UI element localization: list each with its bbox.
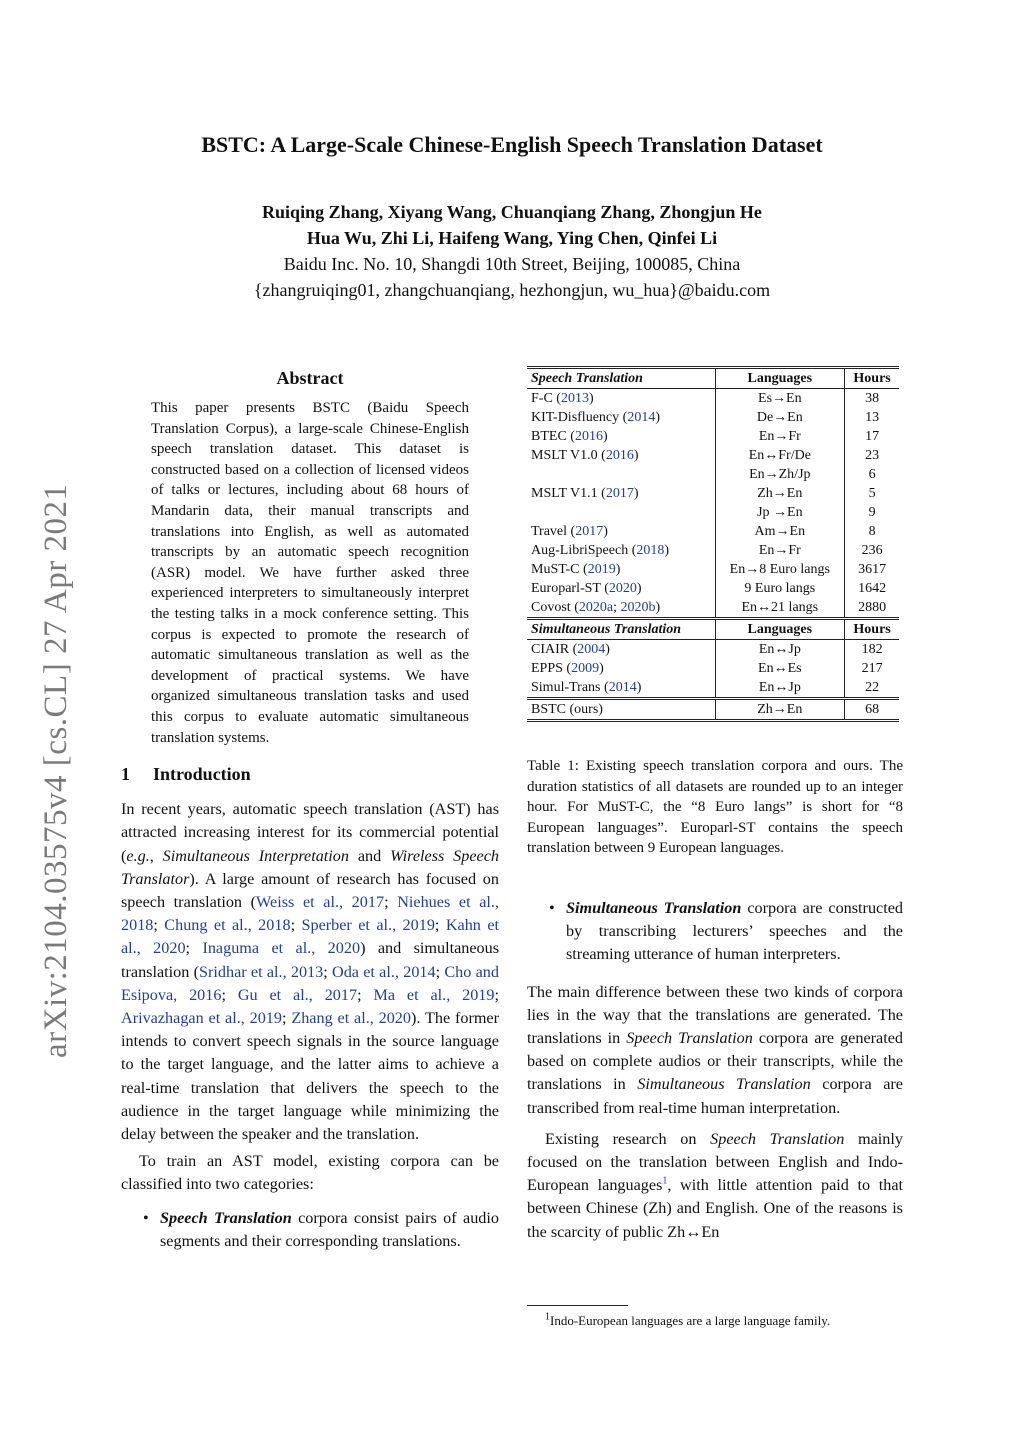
citation-link[interactable]: Oda et al., 2014 [332, 962, 436, 981]
body-text: The main difference between these two kinds of corpora lies in the way that the translations are generated. The translations in [527, 982, 903, 1047]
abstract-text: This paper presents BSTC (Baidu Speech Translation Corpus), a large-scale Chinese-English speech translation dataset. This dataset is constructed based on a collection of licensed videos of talks or lectures, including about 68 hours of Mandarin data, their manual transcripts and translations into English, as well as automated transcripts by an automatic speech recognition (ASR) model. We have further asked three experienced interpreters to simultaneously interpret the testing talks in a mock conference setting. This corpus is expected to promote the research of automatic simultaneous translation as well as the development of practical systems. We have organized simultaneous translation tasks and used this corpus to evaluate automatic simultaneous translation systems. [151, 400, 469, 746]
corpus-name-cell: MuST-C (2019) [531, 562, 621, 577]
intro-text-italic: e.g. [126, 846, 150, 865]
hours-cell: 22 [845, 678, 899, 699]
languages-cell: Zh→En [715, 484, 845, 503]
arxiv-identifier: arXiv:2104.03575v4 [cs.CL] 27 Apr 2021 [38, 483, 74, 1058]
corpus-name: Covost [531, 600, 571, 615]
body-text-italic: Simultaneous Translation [637, 1075, 811, 1094]
hours-cell: 217 [845, 659, 899, 678]
languages-cell: En→Fr [715, 427, 845, 446]
corpora-table [527, 366, 899, 722]
citation-separator: ; [357, 985, 374, 1004]
body-text-italic: Speech Translation [710, 1129, 845, 1148]
citation-link[interactable]: Cho and Esipova, 2016 [121, 962, 499, 1004]
citation-separator: ; [185, 939, 203, 958]
body-text: corpora are transcribed from real-time human interpretation. [527, 1075, 903, 1117]
citation-link[interactable]: Chung et al., 2018 [164, 916, 291, 935]
bullet-icon: • [549, 898, 555, 917]
table-row [527, 659, 899, 678]
hours-cell: 9 [845, 503, 899, 522]
citation-link[interactable]: 2020a [578, 600, 614, 615]
bullet-speech-translation [121, 1207, 499, 1253]
languages-cell: Zh→En [715, 699, 845, 721]
languages-cell: En↔21 langs [715, 598, 845, 619]
citation-link[interactable]: Niehues et al., 2018 [121, 892, 499, 935]
bullet-text: corpora are constructed by transcribing lecturers’ speeches and the streaming utterance of human interpreters. [566, 898, 903, 964]
corpus-name: EPPS [531, 661, 563, 676]
footnote-divider [527, 1305, 628, 1306]
body-text: mainly focused on the translation between English and Indo-European languages [527, 1129, 903, 1195]
author-line-2: Hua Wu, Zhi Li, Haifeng Wang, Ying Chen, Qinfei Li [306, 228, 718, 248]
table-row [527, 541, 899, 560]
footnote-text: Indo-European languages are a large language family. [550, 1313, 831, 1328]
section-title: Introduction [153, 764, 251, 785]
intro-paragraph-1 [121, 798, 499, 1146]
table-row [527, 389, 899, 409]
paragraph-existing-research [527, 1128, 903, 1244]
table-row [527, 579, 899, 598]
citation-separator: ; [384, 892, 398, 911]
citation-link[interactable]: 2014 [627, 410, 656, 425]
hours-cell: 236 [845, 541, 899, 560]
corpus-name: BTEC [531, 429, 567, 444]
citation-link[interactable]: 2009 [571, 661, 600, 676]
intro-text-italic: Simultaneous Interpretation [162, 846, 349, 865]
bullet-simultaneous-translation [527, 897, 903, 967]
languages-cell: 9 Euro langs [715, 579, 845, 598]
citation-separator: ; [323, 962, 333, 981]
intro-text: and [348, 846, 391, 865]
citation-separator: ; [153, 916, 165, 935]
citation-link[interactable]: Ma et al., 2019 [373, 985, 495, 1004]
corpus-name: Europarl-ST [531, 581, 601, 596]
hours-cell: 38 [845, 389, 899, 409]
column-header-corpus: Simultaneous Translation [527, 619, 715, 640]
table-row [527, 678, 899, 699]
corpus-name: F-C [531, 391, 553, 406]
corpus-name: CIAIR [531, 642, 570, 657]
citation-link[interactable]: Weiss et al., 2017 [256, 892, 385, 911]
footnote-number: 1 [545, 1311, 550, 1323]
hours-cell: 1642 [845, 579, 899, 598]
table-row [527, 640, 899, 660]
introduction-heading [121, 762, 499, 786]
corpus-name: Travel [531, 524, 568, 539]
corpus-name: MSLT V1.0 [531, 448, 598, 463]
languages-cell: Am→En [715, 522, 845, 541]
corpus-name-cell: MSLT V1.1 (2017) [531, 486, 639, 501]
citation-separator: ; [221, 985, 238, 1004]
body-text: corpora are generated based on complete audios or their transcripts, while the translations in [527, 1028, 903, 1094]
corpus-name-cell: Covost (2020a; 2020b) [531, 600, 661, 615]
intro-text: In recent years, automatic speech translation (AST) has attracted increasing interest for its commercial potential ( [121, 800, 499, 865]
citation-link[interactable]: 2016 [574, 429, 603, 444]
languages-cell: En→8 Euro langs [715, 560, 845, 579]
hours-cell: 2880 [845, 598, 899, 619]
citation-separator: ; [282, 1008, 292, 1027]
bullet-text: corpora consist pairs of audio segments and their corresponding translations. [160, 1208, 499, 1250]
citation-link[interactable]: 2013 [560, 391, 589, 406]
languages-cell: En↔Jp [715, 640, 845, 660]
corpus-name-cell: KIT-Disfluency (2014) [531, 410, 660, 425]
table-caption: Table 1: Existing speech translation corpora and ours. The duration statistics of all datasets are rounded up to an integer hour. For MuST-C, the “8 Euro langs” is short for “8 European languages”. Europarl-ST contains the speech translation between 9 European languages. [527, 758, 903, 857]
intro-text: ) and simultaneous translation ( [121, 939, 500, 981]
languages-cell: Es→En [715, 389, 845, 409]
hours-cell: 182 [845, 640, 899, 660]
column-header-languages: Languages [715, 368, 845, 389]
authors-block [0, 199, 1024, 303]
paper-title: BSTC: A Large-Scale Chinese-English Speech Translation Dataset [201, 132, 823, 157]
body-text: , with little attention paid to that between Chinese (Zh) and English. One of the reasons is the scarcity of public Zh↔En [527, 1176, 903, 1241]
corpus-name-cell [527, 699, 715, 721]
hours-cell: 5 [845, 484, 899, 503]
languages-cell: En→Zh/Jp [715, 465, 845, 484]
paragraph-main-difference [527, 981, 903, 1120]
hours-cell: 13 [845, 408, 899, 427]
bullet-icon: • [143, 1208, 149, 1227]
corpus-name: Aug-LibriSpeech [531, 543, 629, 558]
hours-cell: 23 [845, 446, 899, 465]
citation-link[interactable]: 2017 [605, 486, 634, 501]
table-row [527, 446, 899, 465]
corpus-name-cell: EPPS (2009) [531, 661, 604, 676]
hours-cell: 6 [845, 465, 899, 484]
citation-link[interactable]: Gu et al., 2017 [237, 985, 358, 1004]
languages-cell: En↔Fr/De [715, 446, 845, 465]
citation-link[interactable]: 2004 [577, 642, 606, 657]
citation-link[interactable]: Zhang et al., 2020 [291, 1008, 411, 1027]
footnote-mark-link[interactable]: 1 [662, 1175, 668, 1187]
table-row [527, 560, 899, 579]
citation-link[interactable]: 2020 [608, 581, 637, 596]
intro-paragraph-2: To train an AST model, existing corpora can be classified into two categories: [121, 1152, 499, 1194]
citation-link[interactable]: 2019 [587, 562, 616, 577]
citation-link[interactable]: 2018 [636, 543, 665, 558]
left-column [121, 366, 499, 1253]
table-header-simultaneous-translation [527, 619, 899, 640]
languages-cell: Jp →En [715, 503, 845, 522]
column-header-hours: Hours [845, 368, 899, 389]
bullet-term: Speech Translation [160, 1208, 292, 1227]
hours-cell: 3617 [845, 560, 899, 579]
corpus-name-cell: MSLT V1.0 (2016) [531, 448, 639, 463]
body-text-italic: Speech Translation [626, 1028, 753, 1047]
citation-link[interactable]: 2020b [620, 600, 656, 615]
corpus-name: MuST-C [531, 562, 580, 577]
citation-link[interactable]: 2017 [575, 524, 604, 539]
intro-text: , [149, 846, 163, 865]
languages-cell: En↔Jp [715, 678, 845, 699]
citation-link[interactable]: 2016 [605, 448, 634, 463]
author-line-1: Ruiqing Zhang, Xiyang Wang, Chuanqiang Zhang, Zhongjun He [262, 202, 762, 222]
corpus-name-cell: Europarl-ST (2020) [531, 581, 642, 596]
intro-text: ). A large amount of research has focused on speech translation ( [121, 869, 499, 911]
table-row [527, 522, 899, 541]
citation-separator: ; [434, 916, 446, 935]
table-header-speech-translation [527, 368, 899, 389]
bullet-term: Simultaneous Translation [566, 898, 742, 917]
corpus-name-cell: Travel (2017) [531, 524, 608, 539]
citation-link[interactable]: Sridhar et al., 2013 [198, 962, 324, 981]
corpus-name-cell: F-C (2013) [527, 389, 715, 409]
footnote [545, 1312, 830, 1330]
citation-separator: ; [494, 985, 499, 1004]
citation-separator: ; [290, 916, 302, 935]
table-row [527, 465, 899, 484]
table-row [527, 503, 899, 522]
intro-text: ). The former intends to convert speech signals in the source language to the target language, and the latter aims to achieve a real-time translation that delivers the speech to the audience in the target language while minimizing the delay between the speaker and the translation. [121, 1008, 500, 1143]
table-row [527, 699, 899, 721]
affiliation: Baidu Inc. No. 10, Shangdi 10th Street, Beijing, 100085, China [283, 254, 741, 274]
corpus-name: KIT-Disfluency [531, 410, 620, 425]
languages-cell: En↔Es [715, 659, 845, 678]
citation-link[interactable]: 2014 [608, 680, 637, 695]
column-header-languages: Languages [715, 619, 845, 640]
table-row [527, 484, 899, 503]
hours-cell: 68 [845, 699, 899, 721]
corpus-name-cell: BTEC (2016) [531, 429, 608, 444]
body-text: Existing research on [545, 1129, 711, 1148]
citation-link[interactable]: Inaguma et al., 2020 [202, 939, 361, 958]
corpus-name-cell: CIAIR (2004) [527, 640, 715, 660]
section-number: 1 [121, 764, 130, 785]
column-header-corpus: Speech Translation [527, 368, 715, 389]
languages-cell: En→Fr [715, 541, 845, 560]
intro-text-italic: Wireless Speech Translator [121, 846, 500, 888]
abstract-heading: Abstract [276, 368, 344, 388]
corpus-name: MSLT V1.1 [531, 486, 598, 501]
hours-cell: 8 [845, 522, 899, 541]
citation-separator: ; [435, 962, 445, 981]
corpus-name-cell: Aug-LibriSpeech (2018) [531, 543, 670, 558]
corpus-name-cell [527, 503, 715, 522]
author-emails: {zhangruiqing01, zhangchuanqiang, hezhongjun, wu_hua}@baidu.com [253, 280, 771, 300]
citation-link[interactable]: Arivazhagan et al., 2019 [121, 1008, 282, 1027]
table-row [527, 427, 899, 446]
hours-cell: 17 [845, 427, 899, 446]
citation-link[interactable]: Sperber et al., 2019 [301, 916, 435, 935]
corpus-name: BSTC (ours) [531, 702, 603, 717]
citation-link[interactable]: Kahn et al., 2020 [121, 916, 500, 958]
languages-cell: De→En [715, 408, 845, 427]
corpus-name: Simul-Trans [531, 680, 601, 695]
corpus-name-cell: Simul-Trans (2014) [531, 680, 642, 695]
right-column [527, 366, 903, 1244]
corpus-name-cell [527, 465, 715, 484]
table-row [527, 598, 899, 619]
column-header-hours: Hours [845, 619, 899, 640]
table-row [527, 408, 899, 427]
